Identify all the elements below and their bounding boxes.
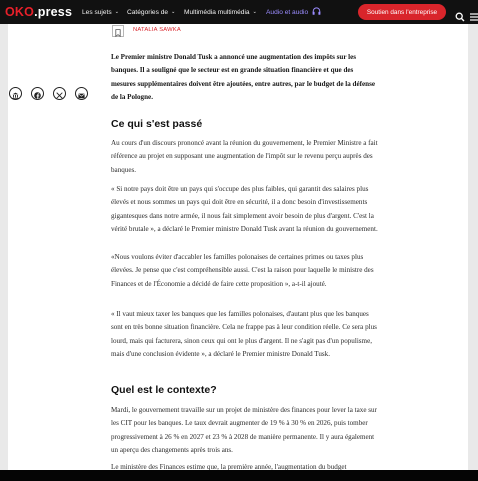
- chevron-down-icon: ⌄: [171, 9, 176, 15]
- bookmark-icon: [115, 22, 121, 41]
- headphones-icon: [312, 7, 321, 17]
- section-heading: Ce qui s'est passé: [111, 118, 203, 130]
- share-email-button[interactable]: [75, 87, 88, 100]
- share-bank-button[interactable]: [9, 87, 22, 100]
- article-paragraph: « Il vaut mieux taxer les banques que les familles polonaises, d'autant plus que les banques sont en très bonne situation financière. Cela ne frappe pas à leur condition réelle. Ce sera plus lourd, mais qui facturera, sinon ceux qui ont le plus d'argent. Il ne s'agit pas d'un populisme, mais d'une conclusion évidente », a déclaré le Premier ministre Donald Tusk.: [111, 310, 377, 359]
- article-paragraph: « Si notre pays doit être un pays qui s'occupe des plus faibles, qui garantit des salaires plus élevés et nous sommes un pays qui doit être en sécurité, il a donc besoin d'investissements gigantesques dans notre armée, il nous fait simplement avoir besoin de plus d'argent. C'est la vérité brutale », a déclaré le Premier ministre Donald Tusk avant la réunion du gouvernement.: [111, 185, 378, 234]
- top-navigation-bar: [0, 0, 478, 24]
- menu-icon[interactable]: [470, 7, 478, 26]
- bank-icon: [12, 84, 19, 103]
- share-x-button[interactable]: [53, 87, 66, 100]
- author-name[interactable]: NATALIA SAWKA: [133, 27, 181, 33]
- bookmark-button[interactable]: [112, 25, 124, 37]
- facebook-icon: [34, 84, 41, 103]
- support-button[interactable]: Soutien dans l'entreprise: [358, 4, 446, 20]
- nav-item-multimedia[interactable]: Multimédia multimédia ⌄: [184, 8, 257, 16]
- nav-item-audio[interactable]: Audio et audio: [266, 0, 321, 24]
- article-paragraph: «Nous voulons éviter d'accabler les familles polonaises de certaines primes ou taxes plus élevées. Je pense que c'est compréhensible aussi. C'est la raison pour laquelle le ministre des Finances et de l'Économie a décidé de faire cette proposition », a-t-il ajouté.: [111, 253, 374, 288]
- nav-item-categories[interactable]: Catégories de ⌄: [127, 8, 176, 16]
- article-paragraph: Au cours d'un discours prononcé avant la réunion du gouvernement, le Premier Ministre a fait référence au projet en supposant une augmentation de l'impôt sur le revenu perçu auprès des banques.: [111, 139, 378, 174]
- section-heading: Quel est le contexte?: [111, 384, 217, 396]
- article-paragraph: Mardi, le gouvernement travaille sur un projet de ministère des finances pour lever la taxe sur les CIT pour les banques. Le taux devrait augmenter de 19 % à 30 % en 2026, puis tomber progressivement à 26 % en 2027 et 23 % à 2028 de manière permanente. Il y aura également un aperçu des changements après trois ans.: [111, 406, 377, 455]
- x-icon: [56, 84, 63, 103]
- bottom-bar: [0, 470, 478, 481]
- nav-item-sujets[interactable]: Les sujets ⌄: [82, 8, 119, 16]
- site-logo[interactable]: OKO.press: [5, 5, 73, 19]
- chevron-down-icon: ⌄: [252, 9, 257, 15]
- email-icon: [78, 84, 85, 103]
- article-paragraph: Le ministère des Finances estime que, la première année, l'augmentation du budget: [111, 463, 347, 470]
- article-lead: Le Premier ministre Donald Tusk a annoncé une augmentation des impôts sur les banques. Il a souligné que le secteur est en grande situation financière et que des mesures supplémentaires doivent être ajoutées, entre autres, par le budget de la défense de la Pologne.: [111, 53, 376, 102]
- share-facebook-button[interactable]: [31, 87, 44, 100]
- chevron-down-icon: ⌄: [114, 9, 119, 15]
